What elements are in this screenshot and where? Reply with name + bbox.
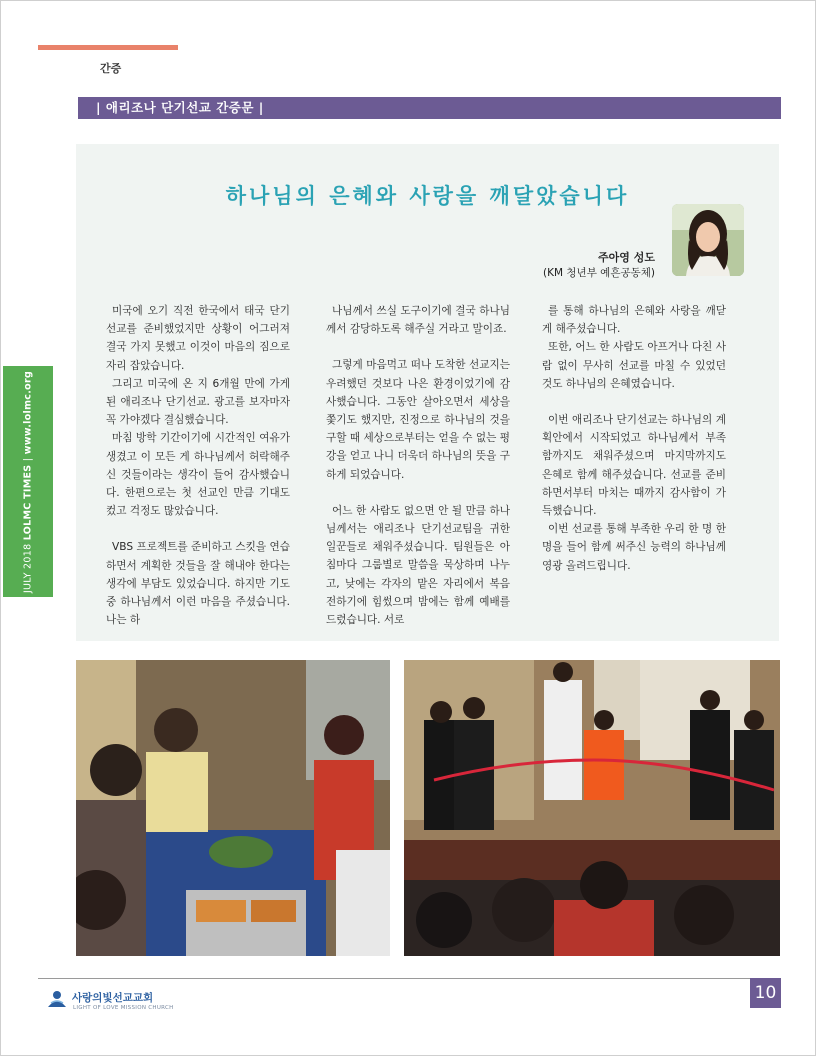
article-category-banner: | 애리조나 단기선교 간증문 |	[78, 97, 781, 119]
article-title: 하나님의 은혜와 사랑을 깨달았습니다	[225, 184, 630, 208]
side-tab-text	[23, 370, 34, 592]
author-affiliation: (KM 청년부 예흔공동체)	[543, 267, 655, 279]
article-panel	[76, 144, 779, 641]
photo-performance	[404, 660, 780, 956]
footer-rule	[38, 978, 780, 979]
text-column-2	[326, 302, 510, 629]
author-portrait-icon	[672, 204, 744, 276]
top-accent-rule	[38, 45, 178, 50]
paragraph: 어느 한 사람도 없으면 안 될 만큼 하나님께서는 애리조나 단기선교팀을 귀한 일꾼들로 채워주셨습니다. 팀원들은 아침마다 그룹별로 말씀을 묵상하며 나누고, 낮에는 각자의 맡은 자리에서 복음 전하기에 힘썼으며 밤에는 함께 예배를 드렸습니다. 서로	[326, 504, 510, 627]
skit-performance-photo-icon	[404, 660, 780, 956]
paragraph: 미국에 오기 직전 한국에서 태국 단기선교를 준비했었지만 상황이 어그러져 결국 가지 못했고 이것이 마음의 짐으로 자리 잡았습니다.	[106, 305, 290, 372]
paragraph: 그렇게 마음먹고 떠나 도착한 선교지는 우려했던 것보다 나은 환경이었기에 감사했습니다. 그동안 살아오면서 세상을 쫓기도 했지만, 진정으로 하나님의 것을 구할 때 세상으로부터는 얻을 수 없는 평강을 얻고 나니 더욱더 하나님의 뜻을 구하게 되었습니다.	[326, 359, 510, 481]
church-name-english: LIGHT OF LOVE MISSION CHURCH	[73, 1005, 174, 1011]
paragraph: 나님께서 쓰실 도구이기에 결국 하나님께서 감당하도록 해주실 거라고 말이죠.	[326, 305, 510, 336]
photo-food-serving	[76, 660, 390, 956]
publication-name: LOLMC TIMES	[22, 464, 34, 540]
text-column-1	[106, 302, 290, 629]
author-photo	[672, 204, 744, 276]
paragraph: 또한, 어느 한 사람도 아프거나 다친 사람 없이 무사히 선교를 마칠 수 있었던 것도 하나님의 은혜였습니다.	[542, 341, 726, 390]
side-tab	[3, 366, 53, 597]
side-tab-separator: |	[22, 457, 34, 461]
website-url: www.lolmc.org	[22, 370, 34, 454]
food-serving-photo-icon	[76, 660, 390, 956]
author-name: 주아영 성도	[598, 251, 655, 264]
church-logo-icon	[46, 988, 68, 1010]
church-name: 사랑의빛선교교회	[72, 992, 154, 1004]
text-column-3	[542, 302, 726, 575]
paragraph: 그리고 미국에 온 지 6개월 만에 가게 된 애리조나 단기선교. 광고를 보자마자 꼭 가야겠다 결심했습니다.	[106, 377, 290, 427]
paragraph: 마침 방학 기간이기에 시간적인 여유가 생겼고 이 모든 게 하나님께서 허락해주신 것들이라는 생각이 들어 감사했습니다. 한편으로는 첫 선교인 만큼 기대도 컸고 걱정도 많았습니다.	[106, 432, 290, 518]
paragraph: VBS 프로젝트를 준비하고 스킷을 연습하면서 계획한 것들을 잘 해내야 한다는 생각에 부담도 있었습니다. 하지만 기도 중 하나님께서 이런 마음을 주셨습니다. 나는 하	[106, 541, 290, 627]
paragraph: 이번 선교를 통해 부족한 우리 한 명 한 명을 들어 함께 써주신 능력의 하나님께 영광 올려드립니다.	[542, 523, 726, 572]
issue-date: JULY 2018	[22, 543, 34, 593]
page-number: 10	[750, 978, 781, 1008]
section-label: 간증	[100, 62, 122, 75]
paragraph: 를 통해 하나님의 은혜와 사랑을 깨닫게 해주셨습니다.	[542, 305, 726, 336]
paragraph: 이번 애리조나 단기선교는 하나님의 계획안에서 시작되었고 하나님께서 부족함까지도 채워주셨으며 마지막까지도 은혜로 함께 해주셨습니다. 선교를 준비하면서부터 마치는 때까지 감사함이 가득했습니다.	[542, 414, 726, 518]
